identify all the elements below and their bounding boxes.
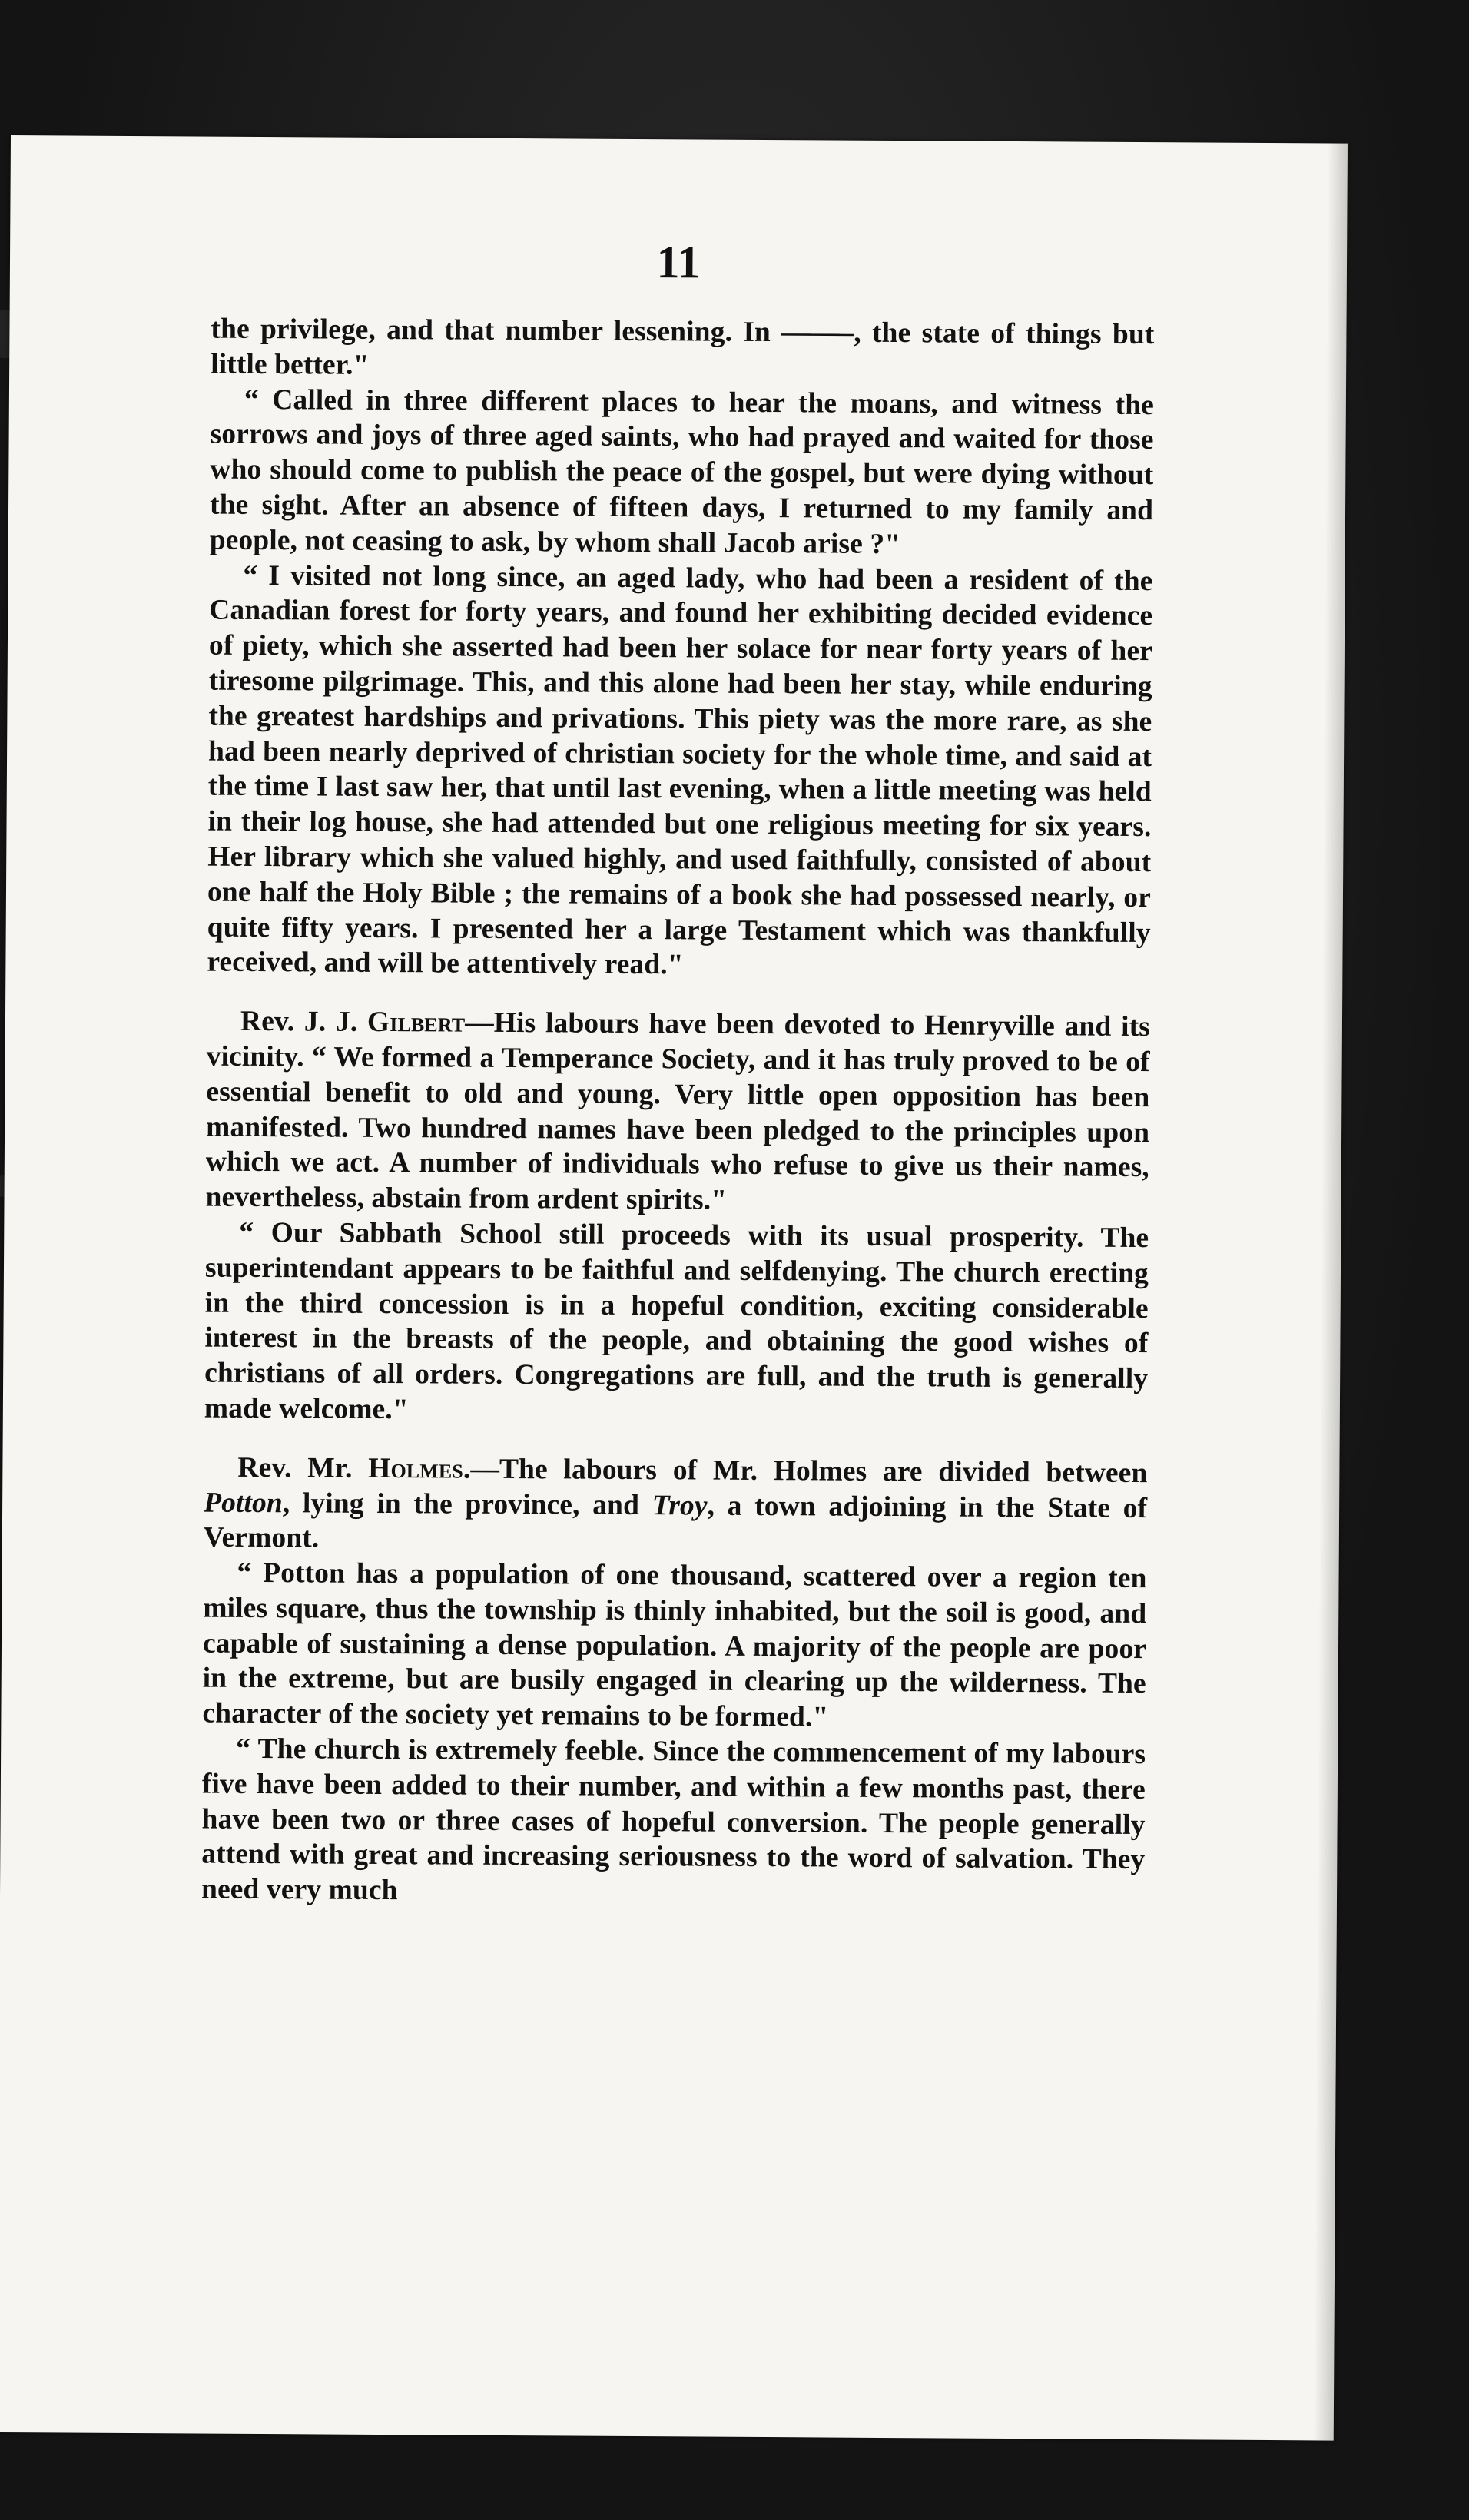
section-text: —His labours have been devoted to Henryville and its vicinity. “ We formed a Temperance Society, and it has truly proved to be of essential benefit to old and young. Very little open opposition has been manifested. Two hundred names have been pledged to the principles upon which we act. A number of individuals who refuse to give us their names, nevertheless, abstain from ardent spirits." xyxy=(205,1006,1151,1216)
place-name: Troy xyxy=(652,1489,708,1522)
section-text: , lying in the province, and xyxy=(282,1487,652,1521)
paragraph: “ The church is extremely feeble. Since the commencement of my labours five have been added to their number, and within a few months past, there have been two or three cases of hopeful conversion. The people generally attend with great and increasing seriousness to the word of salvation. They need very much xyxy=(201,1732,1146,1907)
section-text: , a town adjoining in the State of Vermont. xyxy=(203,1490,1148,1554)
place-name: Potton xyxy=(204,1487,283,1519)
page-number: 11 xyxy=(656,237,701,288)
paragraph: “ Potton has a population of one thousand, scattered over a region ten miles square, thus the township is thinly inhabited, but the soil is good, and capable of sustaining a dense population. A majority of the people are poor in the extreme, but are busily engaged in clearing up the wilderness. The character of the society yet remains to be formed." xyxy=(202,1557,1147,1733)
paragraph: “ Called in three different places to hear the moans, and witness the sorrows and joys of three aged saints, who had prayed and waited for those who should come to publish the peace of the gospel, but were dying without the sight. After an absence of fifteen days, I returned to my family and people, not ceasing to ask, by whom shall Jacob arise ?" xyxy=(209,383,1155,560)
paragraph: the privilege, and that number lessening. In ——–, the state of things but little better." xyxy=(211,313,1155,381)
paragraph: “ I visited not long since, an aged lady, who had been a resident of the Canadian forest for forty years, and found her exhibiting decided evidence of piety, which she asserted had been her solace for near forty years of her tiresome pilgrimage. This, and this alone had been her stay, while enduring the greatest hardships and privations. This piety was the more rare, as she had been nearly deprived of christian society for the whole time, and said at the time I last saw her, that until last evening, when a little meeting was held in their log house, she had attended but one religious meeting for six years. Her library which she valued highly, and used faithfully, consisted of about one half the Holy Bible ; the remains of a book she had possessed nearly, or quite fifty years. I presented her a large Testament which was thankfully received, and will be attentively read." xyxy=(207,559,1153,981)
minister-name: J. J. Gilbert xyxy=(303,1006,466,1039)
paragraph: “ Our Sabbath School still proceeds with its usual prosperity. The superintendant appears to be faithful and selfdenying. The church erecting in the third concession is in a hopeful condition, exciting considerable interest in the breasts of the people, and obtaining the good wishes of christians of all orders. Congregations are full, and the truth is generally made welcome." xyxy=(204,1216,1149,1426)
title-prefix: Rev. Mr. xyxy=(237,1451,369,1484)
book-page xyxy=(0,135,1348,2441)
section-gilbert xyxy=(205,1004,1150,1221)
section-holmes xyxy=(204,1450,1148,1561)
section-text: —The labours of Mr. Holmes are divided between xyxy=(470,1453,1148,1489)
body-text xyxy=(201,312,1155,1914)
title-prefix: Rev. xyxy=(240,1005,305,1038)
minister-name: Holmes. xyxy=(368,1452,471,1485)
